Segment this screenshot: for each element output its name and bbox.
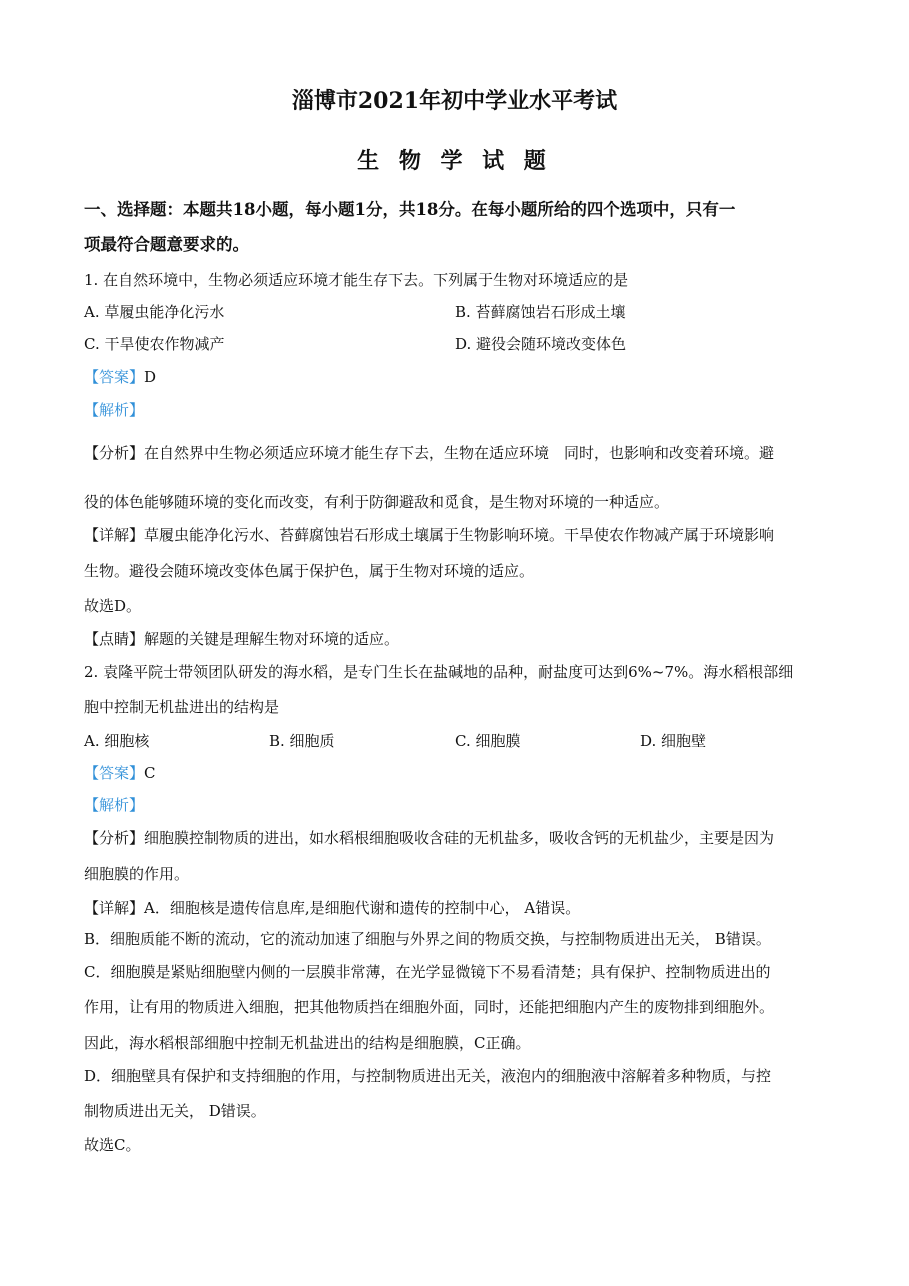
q2-xiangjie-a bbox=[84, 898, 580, 918]
fenxi-text: 在自然界中生物必须适应环境才能生存下去，生物在适应环境 同时，也影响和改变着环境。避 bbox=[144, 444, 775, 462]
q2-stem-line-2: 胞中控制无机盐进出的结构是 bbox=[84, 698, 280, 716]
q2-stem-line-1: 2. 袁隆平院士带领团队研发的海水稻，是专门生长在盐碱地的品种，耐盐度可达到6%~7%。海水稻根部细 bbox=[84, 663, 794, 681]
q1-dianjing bbox=[84, 629, 399, 649]
q2-option-c: C. 细胞膜 bbox=[455, 732, 521, 750]
q1-option-b: B. 苔藓腐蚀岩石形成土壤 bbox=[455, 303, 626, 321]
answer-value: D bbox=[144, 368, 157, 386]
xiangjie-tag: 【详解】 bbox=[84, 899, 145, 917]
q2-xiangjie-c-line-3: 因此，海水稻根部细胞中控制无机盐进出的结构是细胞膜，C正确。 bbox=[84, 1034, 531, 1052]
answer-tag: 【答案】 bbox=[84, 368, 145, 386]
analysis-tag: 【解析】 bbox=[84, 796, 145, 814]
dianjing-tag: 【点睛】 bbox=[84, 630, 145, 648]
q2-fenxi-line-2: 细胞膜的作用。 bbox=[84, 865, 190, 883]
q2-xiangjie-b: B．细胞质能不断的流动，它的流动加速了细胞与外界之间的物质交换，与控制物质进出无关， B错误。 bbox=[84, 930, 771, 948]
fenxi-tag: 【分析】 bbox=[84, 829, 145, 847]
q2-xiangjie-d-line-1: D．细胞壁具有保护和支持细胞的作用，与控制物质进出无关，液泡内的细胞液中溶解着多种物质，与控 bbox=[84, 1067, 772, 1085]
q1-fenxi-line-2: 役的体色能够随环境的变化而改变，有利于防御避敌和觅食，是生物对环境的一种适应。 bbox=[84, 493, 670, 511]
q2-xiangjie-d-line-2: 制物质进出无关， D错误。 bbox=[84, 1102, 266, 1120]
answer-value: C bbox=[144, 764, 156, 782]
q1-answer bbox=[84, 367, 156, 387]
dianjing-text: 解题的关键是理解生物对环境的适应。 bbox=[144, 630, 400, 648]
q1-option-d: D. 避役会随环境改变体色 bbox=[455, 335, 627, 353]
section-heading-line-2: 项最符合题意要求的。 bbox=[84, 235, 249, 254]
answer-tag: 【答案】 bbox=[84, 764, 145, 782]
q2-conclusion: 故选C。 bbox=[84, 1136, 141, 1154]
section-heading-line-1: 一、选择题：本题共18小题，每小题1分，共18分。在每小题所给的四个选项中，只有一 bbox=[84, 200, 736, 219]
q2-analysis-heading bbox=[84, 795, 144, 815]
q1-analysis-heading bbox=[84, 400, 144, 420]
q1-option-a: A. 草履虫能净化污水 bbox=[84, 303, 225, 321]
q1-fenxi-line-1 bbox=[84, 443, 774, 463]
q2-option-a: A. 细胞核 bbox=[84, 732, 150, 750]
fenxi-tag: 【分析】 bbox=[84, 444, 145, 462]
q2-answer bbox=[84, 763, 156, 783]
q2-option-d: D. 细胞壁 bbox=[640, 732, 707, 750]
xiangjie-text: 草履虫能净化污水、苔藓腐蚀岩石形成土壤属于生物影响环境。干旱使农作物减产属于环境影响 bbox=[144, 526, 775, 544]
q2-fenxi-line-1 bbox=[84, 828, 774, 848]
q2-xiangjie-c-line-1: C．细胞膜是紧贴细胞壁内侧的一层膜非常薄，在光学显微镜下不易看清楚；具有保护、控制物质进出的 bbox=[84, 963, 771, 981]
q2-option-b: B. 细胞质 bbox=[269, 732, 335, 750]
exam-subtitle: 生 物 学 试 题 bbox=[357, 148, 552, 174]
xiangjie-text: A．细胞核是遗传信息库,是细胞代谢和遗传的控制中心， A错误。 bbox=[144, 899, 581, 917]
analysis-tag: 【解析】 bbox=[84, 401, 145, 419]
xiangjie-tag: 【详解】 bbox=[84, 526, 145, 544]
q1-xiangjie-line-1 bbox=[84, 525, 774, 545]
exam-title: 淄博市2021年初中学业水平考试 bbox=[291, 88, 618, 114]
q1-option-c: C. 干旱使农作物减产 bbox=[84, 335, 225, 353]
q1-xiangjie-line-2: 生物。避役会随环境改变体色属于保护色，属于生物对环境的适应。 bbox=[84, 562, 535, 580]
q1-conclusion: 故选D。 bbox=[84, 597, 142, 615]
fenxi-text: 细胞膜控制物质的进出，如水稻根细胞吸收含硅的无机盐多，吸收含钙的无机盐少，主要是因为 bbox=[144, 829, 775, 847]
q1-stem: 1. 在自然环境中，生物必须适应环境才能生存下去。下列属于生物对环境适应的是 bbox=[84, 271, 629, 289]
q2-xiangjie-c-line-2: 作用，让有用的物质进入细胞，把其他物质挡在细胞外面，同时，还能把细胞内产生的废物排到细胞外。 bbox=[84, 998, 775, 1016]
